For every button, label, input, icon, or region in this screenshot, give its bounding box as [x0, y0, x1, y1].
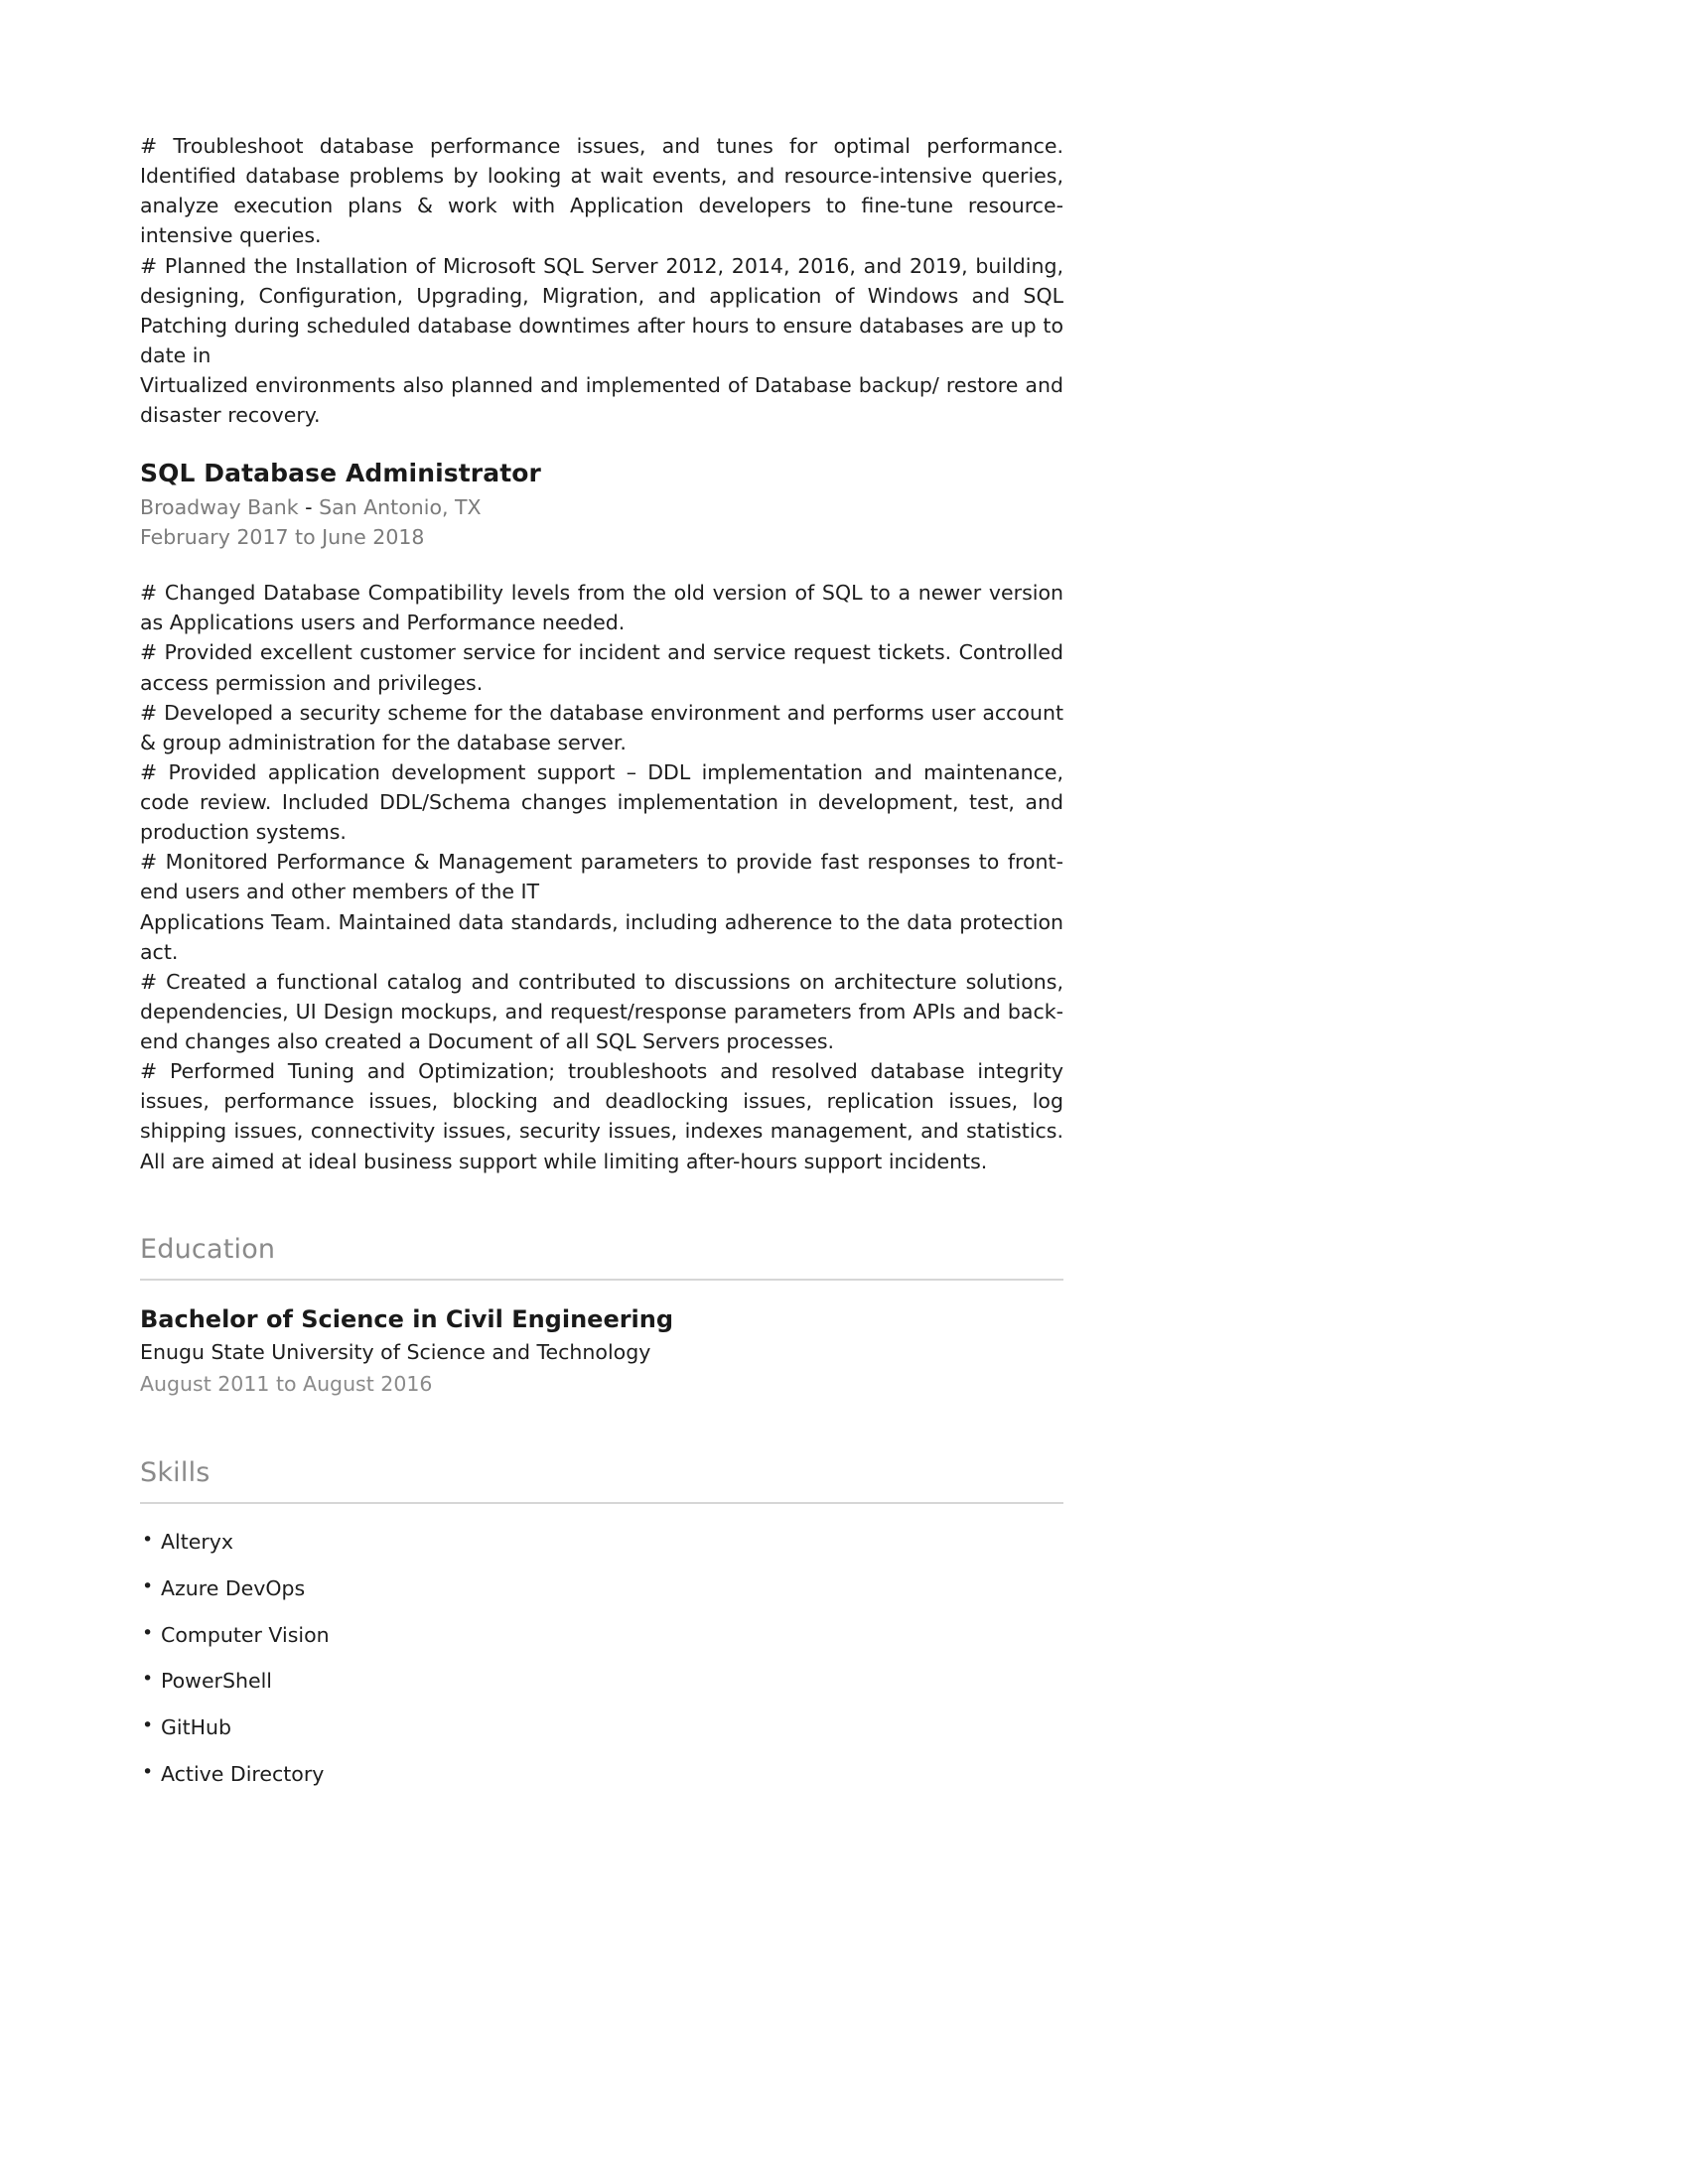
list-item: • Computer Vision: [140, 1621, 1063, 1651]
job-location: San Antonio, TX: [319, 494, 482, 519]
job-bullet: # Monitored Performance & Management parameters to provide fast responses to front-end users and other members of the IT: [140, 850, 1063, 904]
job-company-location: [140, 493, 1063, 523]
job-dates: February 2017 to June 2018: [140, 525, 425, 550]
job-bullet: # Provided excellent customer service for incident and service request tickets. Controlled access permission and privileges.: [140, 640, 1070, 695]
job-bullet: # Developed a security scheme for the database environment and performs user account & group administration for the database server.: [140, 700, 1070, 754]
skills-list: [140, 1528, 1063, 1789]
job-bullet: # Provided application development support – DDL implementation and maintenance, code review. Included DDL/Schema changes implementation in development, test, and production systems.: [140, 759, 1070, 845]
education-section: [140, 1234, 1063, 1400]
skills-section: [140, 1457, 1063, 1790]
list-item: • Azure DevOps: [140, 1574, 1063, 1604]
list-item: • GitHub: [140, 1713, 1063, 1743]
resume-content-column: [140, 131, 1070, 1806]
section-divider: [140, 1502, 1063, 1504]
section-divider: [140, 1279, 1063, 1281]
job-bullet: # Created a functional catalog and contributed to discussions on architecture solutions, dependencies, UI Design mockups, and request/response parameters from APIs and back-end changes also created a Document of all SQL Servers processes.: [140, 969, 1070, 1054]
experience-continuation-block: [140, 131, 1070, 430]
list-item: • Alteryx: [140, 1528, 1063, 1558]
experience-bullet: # Planned the Installation of Microsoft SQL Server 2012, 2014, 2016, and 2019, building, designing, Configuration, Upgrading, Migration, and application of Windows and SQL Patching during scheduled database downtimes after hours to ensure databases are up to date in: [140, 253, 1070, 367]
job-meta-separator: -: [298, 494, 320, 519]
education-school: Enugu State University of Science and Technology: [140, 1340, 651, 1365]
job-bullets: [140, 578, 1070, 1176]
education-entry: [140, 1304, 1063, 1400]
experience-bullet: Virtualized environments also planned and implemented of Database backup/ restore and disaster recovery.: [140, 373, 1070, 428]
job-bullet: # Changed Database Compatibility levels from the old version of SQL to a newer version as Applications users and Performance needed.: [140, 581, 1070, 635]
job-bullet: # Performed Tuning and Optimization; troubleshoots and resolved database integrity issues, performance issues, blocking and deadlocking issues, replication issues, log shipping issues, connectivity issues, security issues, indexes management, and statistics. All are aimed at ideal business support while limiting after-hours support incidents.: [140, 1059, 1070, 1173]
job-title: SQL Database Administrator: [140, 459, 541, 488]
job-company: Broadway Bank: [140, 494, 299, 519]
education-dates: August 2011 to August 2016: [140, 1371, 433, 1396]
list-item: • PowerShell: [140, 1667, 1063, 1697]
section-heading-skills: Skills: [140, 1456, 211, 1488]
experience-entry: [140, 458, 1070, 1175]
job-bullet: Applications Team. Maintained data standards, including adherence to the data protection act.: [140, 909, 1070, 964]
education-degree: Bachelor of Science in Civil Engineering: [140, 1305, 674, 1334]
list-item: • Active Directory: [140, 1760, 1063, 1790]
experience-bullet: # Troubleshoot database performance issues, and tunes for optimal performance. Identified database problems by looking at wait events, and resource-intensive queries, analyze execution plans & work with Application developers to fine-tune resource-intensive queries.: [140, 134, 1070, 248]
section-heading-education: Education: [140, 1233, 276, 1265]
